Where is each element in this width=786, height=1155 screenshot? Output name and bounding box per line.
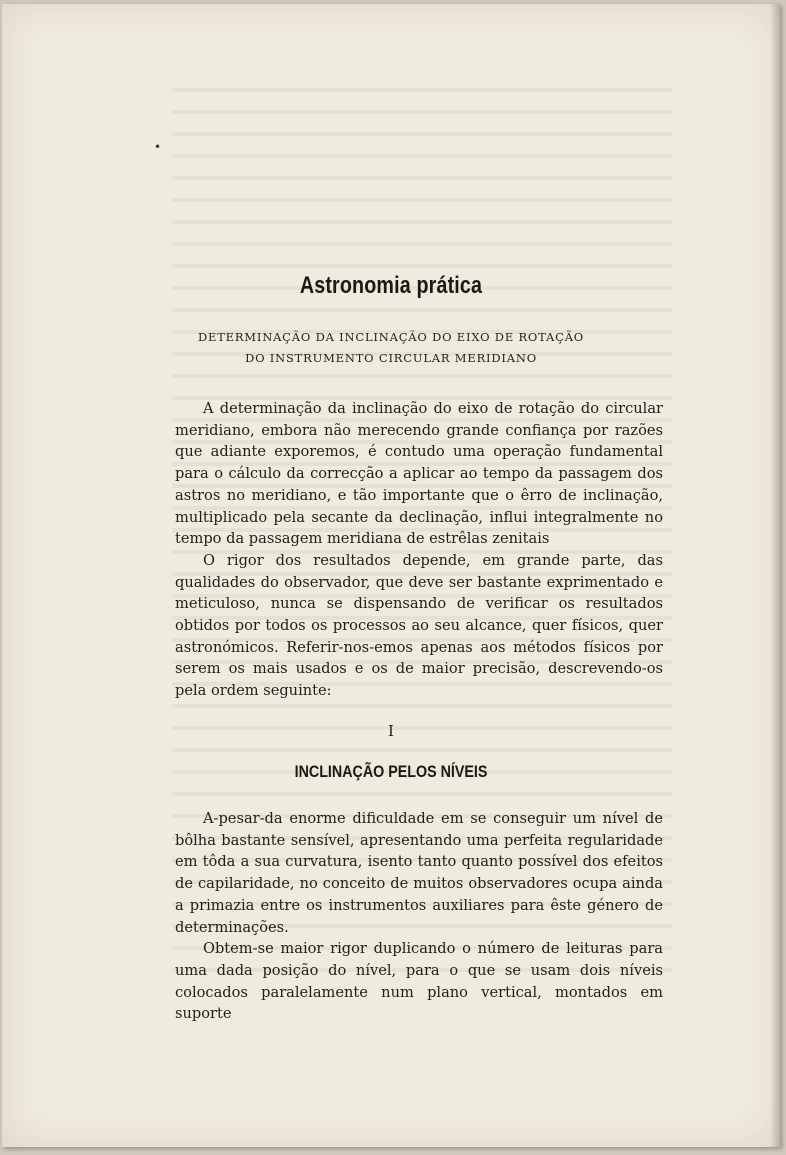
paragraph: A determinação da inclinação do eixo de rotação do circular meridiano, embora não merecendo grande confiança por razões que adiante exporemos, é contudo uma operação fundamental para o cálculo da correcção a aplicar ao tempo da passagem dos astros no meridiano, e tão importante que o êrro de inclinação, multiplicado pela secante da declinação, influi integralmente no tempo da passagem meridiana de estrêlas zenitais <box>175 400 663 548</box>
subtitle-line-2: DO INSTRUMENTO CIRCULAR MERIDIANO <box>245 351 537 365</box>
section-text <box>175 808 663 1025</box>
paragraph: O rigor dos resultados depende, em grande parte, das qualidades do observador, que deve ser bastante exprimentado e meticuloso, nunca se dispensando de verificar os resultados obtidos por todos os processos ao seu alcance, quer físicos, quer astronómicos. Referir-nos-emos apenas aos métodos físicos por serem os mais usados e os de maior precisão, descrevendo-os pela ordem seguinte: <box>175 551 663 700</box>
section-title: INCLINAÇÃO PELOS NÍVEIS <box>294 762 488 781</box>
document-page <box>2 4 780 1147</box>
subtitle-line-1: DETERMINAÇÃO DA INCLINAÇÃO DO EIXO DE ROTAÇÃO <box>197 330 585 344</box>
intro-text <box>175 398 663 702</box>
ink-speck: • <box>154 140 162 154</box>
paragraph: Obtem-se maior rigor duplicando o número de leituras para uma dada posição do nível, para o que se usam dois níveis colocados paralelamente num plano vertical, montados em suporte <box>175 940 663 1023</box>
section-number: I <box>388 722 394 740</box>
paragraph: A-pesar-da enorme dificuldade em se conseguir um nível de bôlha bastante sensível, apresentando uma perfeita regularidade em tôda a sua curvatura, isento tanto quanto possível dos efeitos de capilaridade, no conceito de muitos observadores ocupa ainda a primazia entre os instrumentos auxiliares para êste género de determinações. <box>175 810 663 936</box>
page-title: Astronomia prática <box>299 272 483 299</box>
